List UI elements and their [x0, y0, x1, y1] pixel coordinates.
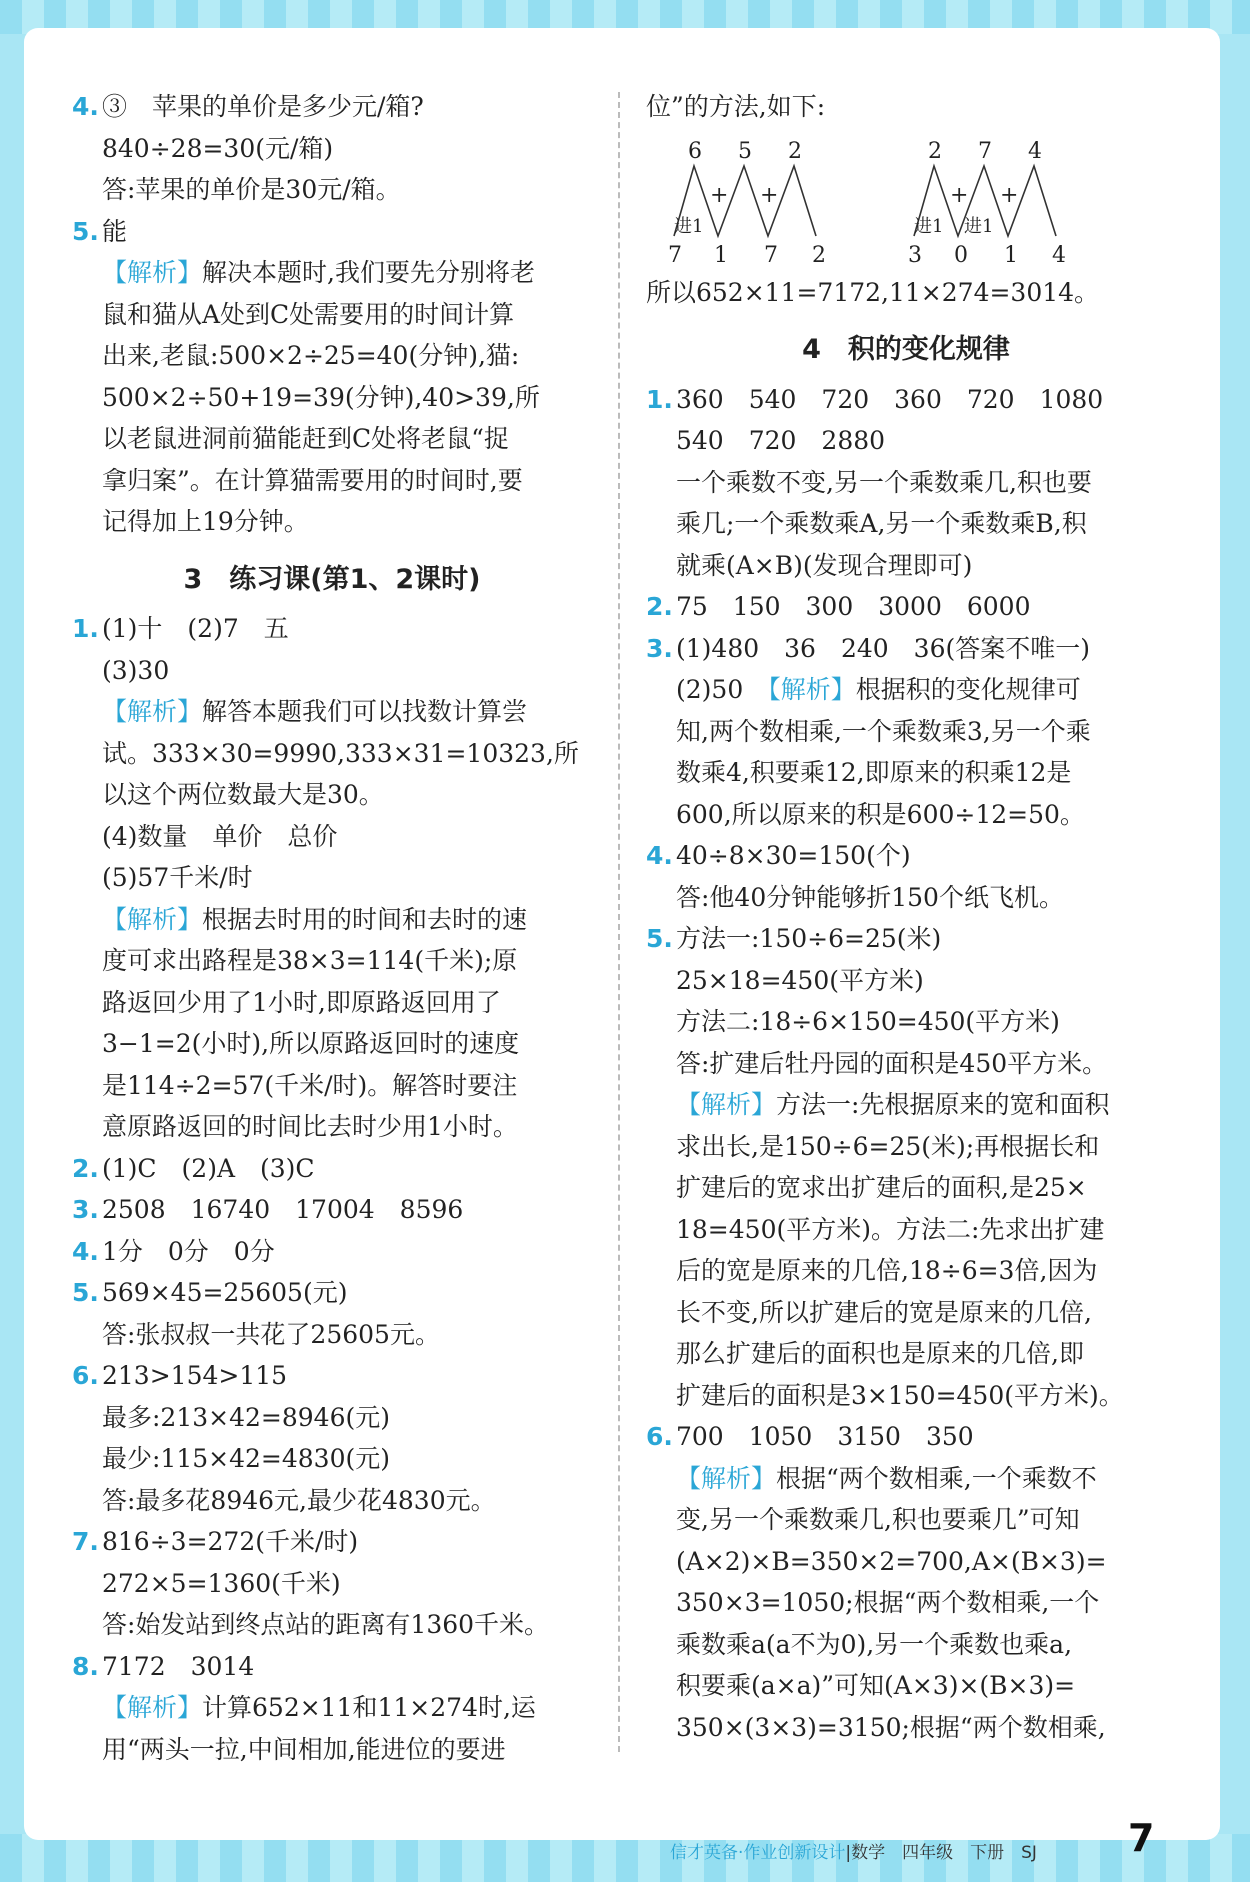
answer-line: ③ 苹果的单价是多少元/箱? — [102, 92, 424, 121]
diagram-a-top-digit: 6 — [688, 138, 702, 164]
analysis-text: 长不变,所以扩建后的宽是原来的几倍, — [676, 1297, 1092, 1327]
diagram-a-bottom-digit: 1 — [714, 242, 728, 268]
diagram-a-bottom-digit: 2 — [812, 242, 826, 268]
analysis-text: 度可求出路程是38×3=114(千米);原 — [102, 946, 518, 975]
plus-sign: + — [1000, 182, 1019, 208]
answer-line: (1)C (2)A (3)C — [102, 1153, 315, 1183]
question-number: 3. — [646, 633, 673, 663]
answer-line: 位”的方法,如下: — [646, 92, 826, 121]
carry-label: 进1 — [914, 215, 944, 237]
analysis-text: 路返回少用了1小时,即原路返回用了 — [102, 987, 501, 1017]
analysis-tag: 【解析】 — [102, 904, 203, 934]
diagram-b-bottom-digit: 1 — [1004, 242, 1018, 268]
answer-line: 2508 16740 17004 8596 — [102, 1195, 464, 1224]
right-column — [646, 86, 1166, 1748]
analysis-text: 18=450(平方米)。方法二:先求出扩建 — [676, 1214, 1105, 1244]
answer-line: 答:张叔叔一共花了25605元。 — [102, 1319, 440, 1349]
question-number: 1. — [646, 384, 673, 414]
page-footer — [670, 1838, 1037, 1863]
analysis-text: 500×2÷50+19=39(分钟),40>39,所 — [102, 382, 540, 412]
answer-line: 272×5=1360(千米) — [102, 1568, 341, 1598]
question-number: 4. — [646, 841, 673, 870]
answer-line: (1)十 (2)7 五 — [102, 614, 289, 643]
answer-line: 答:苹果的单价是30元/箱。 — [102, 175, 401, 204]
question-number: 4. — [72, 1236, 99, 1266]
plus-sign: + — [760, 182, 779, 208]
analysis-tag: 【解析】 — [676, 1090, 777, 1119]
analysis-text: (A×2)×B=350×2=700,A×(B×3)= — [676, 1546, 1107, 1576]
bottom-border-decoration — [0, 1834, 1250, 1882]
diagram-b-top-digit: 4 — [1028, 138, 1042, 164]
section-heading: 4 积的变化规律 — [802, 334, 1010, 365]
diagram-b-bottom-digit: 3 — [908, 242, 922, 268]
answer-line: 25×18=450(平方米) — [676, 965, 924, 995]
question-number: 1. — [72, 614, 99, 643]
answer-line: 最多:213×42=8946(元) — [102, 1402, 390, 1432]
answer-line: 答:最多花8946元,最少花4830元。 — [102, 1485, 496, 1515]
answer-line: 方法一:150÷6=25(米) — [676, 924, 942, 953]
analysis-text: 以这个两位数最大是30。 — [102, 780, 384, 809]
analysis-text: 计算652×11和11×274时,运 — [202, 1693, 536, 1722]
footer-brand: 信才英备·作业创新设计 — [670, 1843, 846, 1863]
carry-label: 进1 — [674, 215, 704, 237]
answer-line: 75 150 300 3000 6000 — [676, 592, 1031, 621]
diagram-b-bottom-digit: 4 — [1052, 242, 1066, 268]
answer-line: 所以652×11=7172,11×274=3014。 — [646, 277, 1100, 307]
diagram-b-top-digit: 2 — [928, 138, 942, 164]
analysis-tag: 【解析】 — [676, 1463, 777, 1493]
analysis-text: 知,两个数相乘,一个乘数乘3,另一个乘 — [676, 716, 1091, 746]
section-heading: 3 练习课(第1、2课时) — [183, 563, 481, 595]
answer-line: 一个乘数不变,另一个乘数乘几,积也要 — [676, 467, 1092, 497]
carry-label: 进1 — [964, 215, 994, 237]
analysis-text: 方法一:先根据原来的宽和面积 — [776, 1090, 1110, 1119]
analysis-text: 数乘4,积要乘12,即原来的积乘12是 — [676, 758, 1072, 787]
left-column — [72, 86, 592, 1770]
analysis-text: 解答本题我们可以找数计算尝 — [202, 697, 528, 726]
analysis-tag: 【解析】 — [102, 697, 203, 726]
answer-line: 乘几;一个乘数乘A,另一个乘数乘B,积 — [676, 509, 1087, 538]
analysis-text: 扩建后的面积是3×150=450(平方米)。 — [676, 1380, 1124, 1410]
question-number: 5. — [72, 216, 99, 246]
answer-line: 答:始发站到终点站的距离有1360千米。 — [102, 1610, 550, 1639]
diagram-svg — [666, 128, 1146, 272]
answer-line: 360 540 720 360 720 1080 — [676, 384, 1104, 414]
answer-line: 最少:115×42=4830(元) — [102, 1444, 390, 1473]
answer-line: 213>154>115 — [102, 1361, 288, 1390]
analysis-text: 600,所以原来的积是600÷12=50。 — [676, 799, 1085, 829]
question-number: 2. — [646, 592, 673, 621]
question-number: 6. — [646, 1422, 673, 1451]
answer-line: (2)50 — [676, 675, 769, 704]
analysis-text: 变,另一个乘数乘几,积也要乘几”可知 — [676, 1505, 1080, 1534]
answer-line: 40÷8×30=150(个) — [676, 841, 911, 870]
question-number: 8. — [72, 1651, 99, 1681]
diagram-a-bottom-digit: 7 — [668, 242, 682, 268]
analysis-text: 3−1=2(小时),所以原路返回时的速度 — [102, 1029, 520, 1058]
question-number: 3. — [72, 1195, 99, 1224]
question-number: 5. — [646, 924, 673, 953]
footer-text: |数学 四年级 下册 SJ — [845, 1843, 1037, 1863]
answer-line: (5)57千米/时 — [102, 863, 253, 892]
analysis-text: 根据积的变化规律可 — [855, 675, 1081, 704]
analysis-text: 鼠和猫从A处到C处需要用的时间计算 — [102, 299, 515, 329]
question-number: 4. — [72, 92, 99, 121]
diagram-a-top-digit: 5 — [738, 138, 752, 164]
page-number: 7 — [1128, 1816, 1155, 1860]
question-number: 2. — [72, 1153, 99, 1183]
analysis-tag: 【解析】 — [102, 258, 203, 287]
answer-line: (1)480 36 240 36(答案不唯一) — [676, 633, 1090, 663]
analysis-text: 以老鼠进洞前猫能赶到C处将老鼠“捉 — [102, 424, 509, 453]
question-number: 6. — [72, 1361, 99, 1390]
analysis-text: 根据去时用的时间和去时的速 — [202, 904, 528, 934]
answer-line: 816÷3=272(千米/时) — [102, 1527, 359, 1556]
multiplication-by-11-diagrams — [646, 128, 1166, 272]
analysis-text: 积要乘(a×a)”可知(A×3)×(B×3)= — [676, 1671, 1076, 1700]
analysis-text: 那么扩建后的面积也是原来的几倍,即 — [676, 1339, 1084, 1368]
question-number: 5. — [72, 1278, 99, 1307]
analysis-text: 拿归案”。在计算猫需要用的时间时,要 — [102, 465, 523, 495]
analysis-text: 350×3=1050;根据“两个数相乘,一个 — [676, 1588, 1100, 1617]
answer-line: 就乘(A×B)(发现合理即可) — [676, 550, 973, 580]
diagram-a-top-digit: 2 — [788, 138, 802, 164]
analysis-text: 求出长,是150÷6=25(米);再根据长和 — [676, 1131, 1100, 1161]
analysis-text: 是114÷2=57(千米/时)。解答时要注 — [102, 1070, 518, 1100]
analysis-tag: 【解析】 — [102, 1693, 203, 1722]
analysis-text: 意原路返回的时间比去时少用1小时。 — [102, 1112, 518, 1141]
plus-sign: + — [710, 182, 729, 208]
answer-line: 7172 3014 — [102, 1651, 255, 1681]
analysis-text: 根据“两个数相乘,一个乘数不 — [776, 1463, 1097, 1493]
answer-line: 700 1050 3150 350 — [676, 1422, 974, 1451]
diagram-a-bottom-digit: 7 — [764, 242, 778, 268]
diagram-b-bottom-digit: 0 — [954, 242, 968, 268]
diagram-b-top-digit: 7 — [978, 138, 992, 164]
analysis-text: 用“两头一拉,中间相加,能进位的要进 — [102, 1734, 506, 1764]
analysis-text: 记得加上19分钟。 — [102, 507, 309, 536]
answer-line: 569×45=25605(元) — [102, 1278, 348, 1307]
analysis-text: 解决本题时,我们要先分别将老 — [202, 258, 535, 287]
analysis-text: 出来,老鼠:500×2÷25=40(分钟),猫: — [102, 341, 520, 370]
answer-line: 840÷28=30(元/箱) — [102, 133, 334, 163]
answer-line: 1分 0分 0分 — [102, 1236, 275, 1266]
column-divider — [618, 92, 620, 1752]
answer-line: (3)30 — [102, 655, 170, 685]
answer-line: 能 — [102, 216, 128, 246]
analysis-tag: 【解析】 — [768, 675, 856, 704]
answer-line: 方法二:18÷6×150=450(平方米) — [676, 1007, 1060, 1036]
analysis-text: 350×(3×3)=3150;根据“两个数相乘, — [676, 1712, 1106, 1742]
plus-sign: + — [950, 182, 969, 208]
answer-line: 答:扩建后牡丹园的面积是450平方米。 — [676, 1048, 1108, 1078]
analysis-text: 扩建后的宽求出扩建后的面积,是25× — [676, 1173, 1087, 1202]
answer-line: 答:他40分钟能够折150个纸飞机。 — [676, 882, 1064, 912]
analysis-text: 后的宽是原来的几倍,18÷6=3倍,因为 — [676, 1256, 1098, 1285]
analysis-text: 试。333×30=9990,333×31=10323,所 — [102, 738, 579, 768]
question-number: 7. — [72, 1527, 99, 1556]
answer-line: 540 720 2880 — [676, 426, 886, 455]
answer-line: (4)数量 单价 总价 — [102, 821, 338, 851]
analysis-text: 乘数乘a(a不为0),另一个乘数也乘a, — [676, 1629, 1073, 1659]
